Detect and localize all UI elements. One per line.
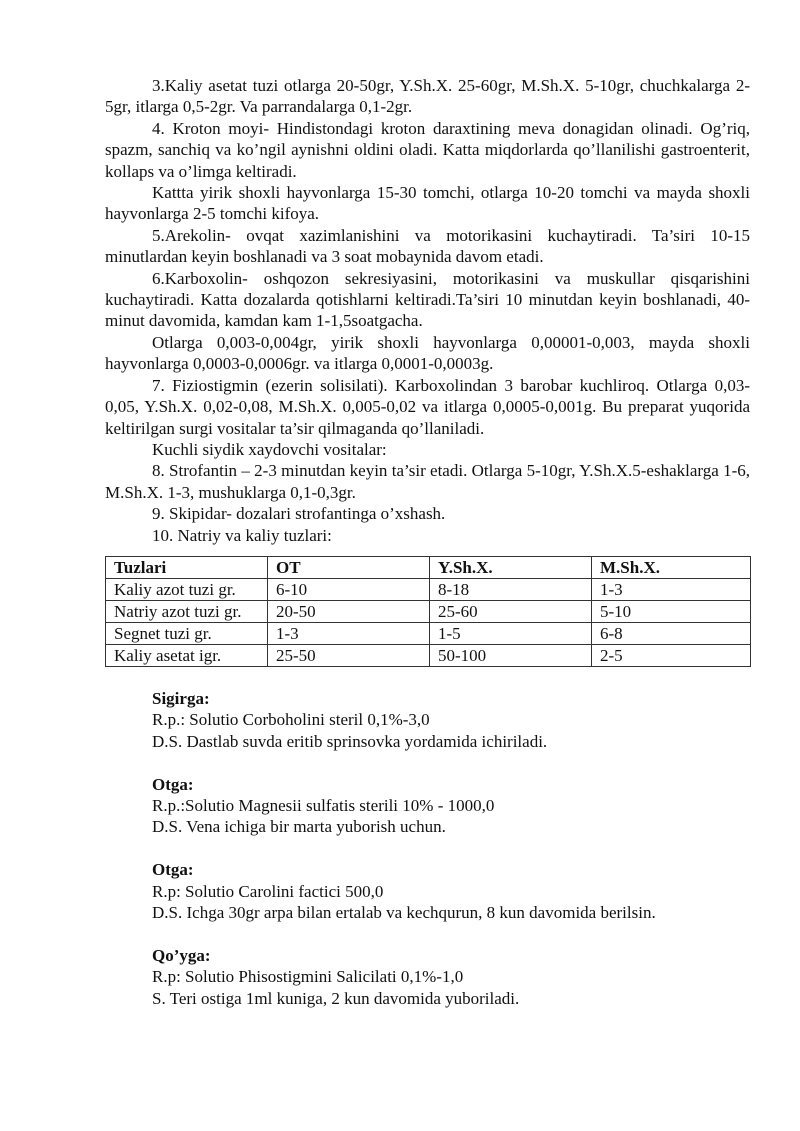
table-cell: 25-60 (430, 601, 592, 623)
prescription-ds: S. Teri ostiga 1ml kuniga, 2 kun davomida yuboriladi. (152, 988, 520, 1008)
table-row (106, 601, 751, 623)
prescription-ds: D.S. Vena ichiga bir marta yuborish uchun. (152, 817, 446, 837)
table-cell: 1-3 (592, 579, 751, 601)
paragraph-kaliy-asetat: 3.Kaliy asetat tuzi otlarga 20-50gr, Y.Sh.X. 25-60gr, M.Sh.X. 5-10gr, chuchkalarga 2-5gr, itlarga 0,5-2gr. Va parrandalarga 0,1-2gr. (105, 76, 750, 117)
table-cell: 6-8 (592, 623, 751, 645)
table-header-cell: M.Sh.X. (592, 557, 751, 579)
table-header-cell: Tuzlari (106, 557, 268, 579)
table-row (106, 579, 751, 601)
table-cell: Segnet tuzi gr. (106, 623, 268, 645)
prescription-ds: D.S. Ichga 30gr arpa bilan ertalab va kechqurun, 8 kun davomida berilsin. (152, 903, 656, 923)
table-cell: Natriy azot tuzi gr. (106, 601, 268, 623)
table-cell: 1-5 (430, 623, 592, 645)
table-header-cell: Y.Sh.X. (430, 557, 592, 579)
paragraph-salts-heading: 10. Natriy va kaliy tuzlari: (152, 525, 332, 545)
prescription-rp: R.p.:Solutio Magnesii sulfatis sterili 10% - 1000,0 (152, 796, 495, 816)
paragraph-karboxolin-dose: Otlarga 0,003-0,004gr, yirik shoxli hayvonlarga 0,00001-0,003, mayda shoxli hayvonlarga 0,0003-0,0006gr. va itlarga 0,0001-0,0003g. (105, 332, 750, 374)
prescription-rp: R.p: Solutio Phisostigmini Salicilati 0,1%-1,0 (152, 967, 464, 987)
table-header-cell: OT (268, 557, 430, 579)
paragraph-diuretics-heading: Kuchli siydik xaydovchi vositalar: (152, 439, 387, 459)
table-cell: 1-3 (268, 623, 430, 645)
prescription-rp: R.p: Solutio Carolini factici 500,0 (152, 881, 384, 901)
table-cell: 2-5 (592, 645, 751, 667)
prescription-block (152, 859, 750, 923)
prescription-title: Otga: (152, 860, 194, 880)
prescription-title: Qo’yga: (152, 945, 211, 965)
prescription-block (152, 774, 750, 838)
table-row (106, 623, 751, 645)
salts-dose-table (105, 556, 751, 667)
prescription-block (152, 945, 750, 1009)
prescriptions (152, 688, 750, 1030)
table-cell: 25-50 (268, 645, 430, 667)
paragraph-skipidar: 9. Skipidar- dozalari strofantinga o’xshash. (152, 504, 446, 524)
paragraph-kroton-moyi: 4. Kroton moyi- Hindistondagi kroton daraxtining meva donagidan olinadi. Og’riq, spazm, sanchiq va ko’ngil aynishni oldini oladi. Katta miqdorlarda qo’llanilishi gastroenterit, kollaps va o’limga keltiradi. (105, 118, 750, 181)
table-cell: 20-50 (268, 601, 430, 623)
table-row (106, 645, 751, 667)
paragraph-strofantin: 8. Strofantin – 2-3 minutdan keyin ta’sir etadi. Otlarga 5-10gr, Y.Sh.X.5-eshaklarga 1-6, M.Sh.X. 1-3, mushuklarga 0,1-0,3gr. (105, 461, 750, 502)
prescription-rp: R.p.: Solutio Corboholini steril 0,1%-3,0 (152, 710, 430, 730)
paragraph-karboxolin: 6.Karboxolin- oshqozon sekresiyasini, motorikasini va muskullar qisqarishini kuchaytiradi. Katta dozalarda qotishlarni keltiradi.Ta’siri 10 minutdan keyin boshlanadi, 40-minut davomida, kamdan kam 1-1,5soatgacha. (105, 268, 750, 331)
table-cell: 6-10 (268, 579, 430, 601)
body-text (105, 75, 750, 546)
prescription-title: Sigirga: (152, 689, 210, 708)
table-cell: 5-10 (592, 601, 751, 623)
table-cell: Kaliy asetat igr. (106, 645, 268, 667)
prescription-block (152, 688, 750, 752)
table-cell: Kaliy azot tuzi gr. (106, 579, 268, 601)
paragraph-arekolin: 5.Arekolin- ovqat xazimlanishini va motorikasini kuchaytiradi. Ta’siri 10-15 minutlardan keyin boshlanadi va 3 soat mobaynida davom etadi. (105, 225, 750, 267)
table-cell: 8-18 (430, 579, 592, 601)
prescription-ds: D.S. Dastlab suvda eritib sprinsovka yordamida ichiriladi. (152, 731, 548, 751)
paragraph-fiziostigmin: 7. Fiziostigmin (ezerin solisilati). Karboxolindan 3 barobar kuchliroq. Otlarga 0,03-0,05, Y.Sh.X. 0,02-0,08, M.Sh.X. 0,005-0,02 va itlarga 0,0005-0,001g. Bu preparat yuqorida keltirilgan surgi vositalar ta’sir qilmaganda qo’llaniladi. (105, 375, 750, 438)
table-cell: 50-100 (430, 645, 592, 667)
prescription-title: Otga: (152, 774, 194, 794)
table-header-row (106, 557, 751, 579)
paragraph-kroton-dose: Kattta yirik shoxli hayvonlarga 15-30 tomchi, otlarga 10-20 tomchi va mayda shoxli hayvonlarga 2-5 tomchi kifoya. (105, 183, 750, 224)
